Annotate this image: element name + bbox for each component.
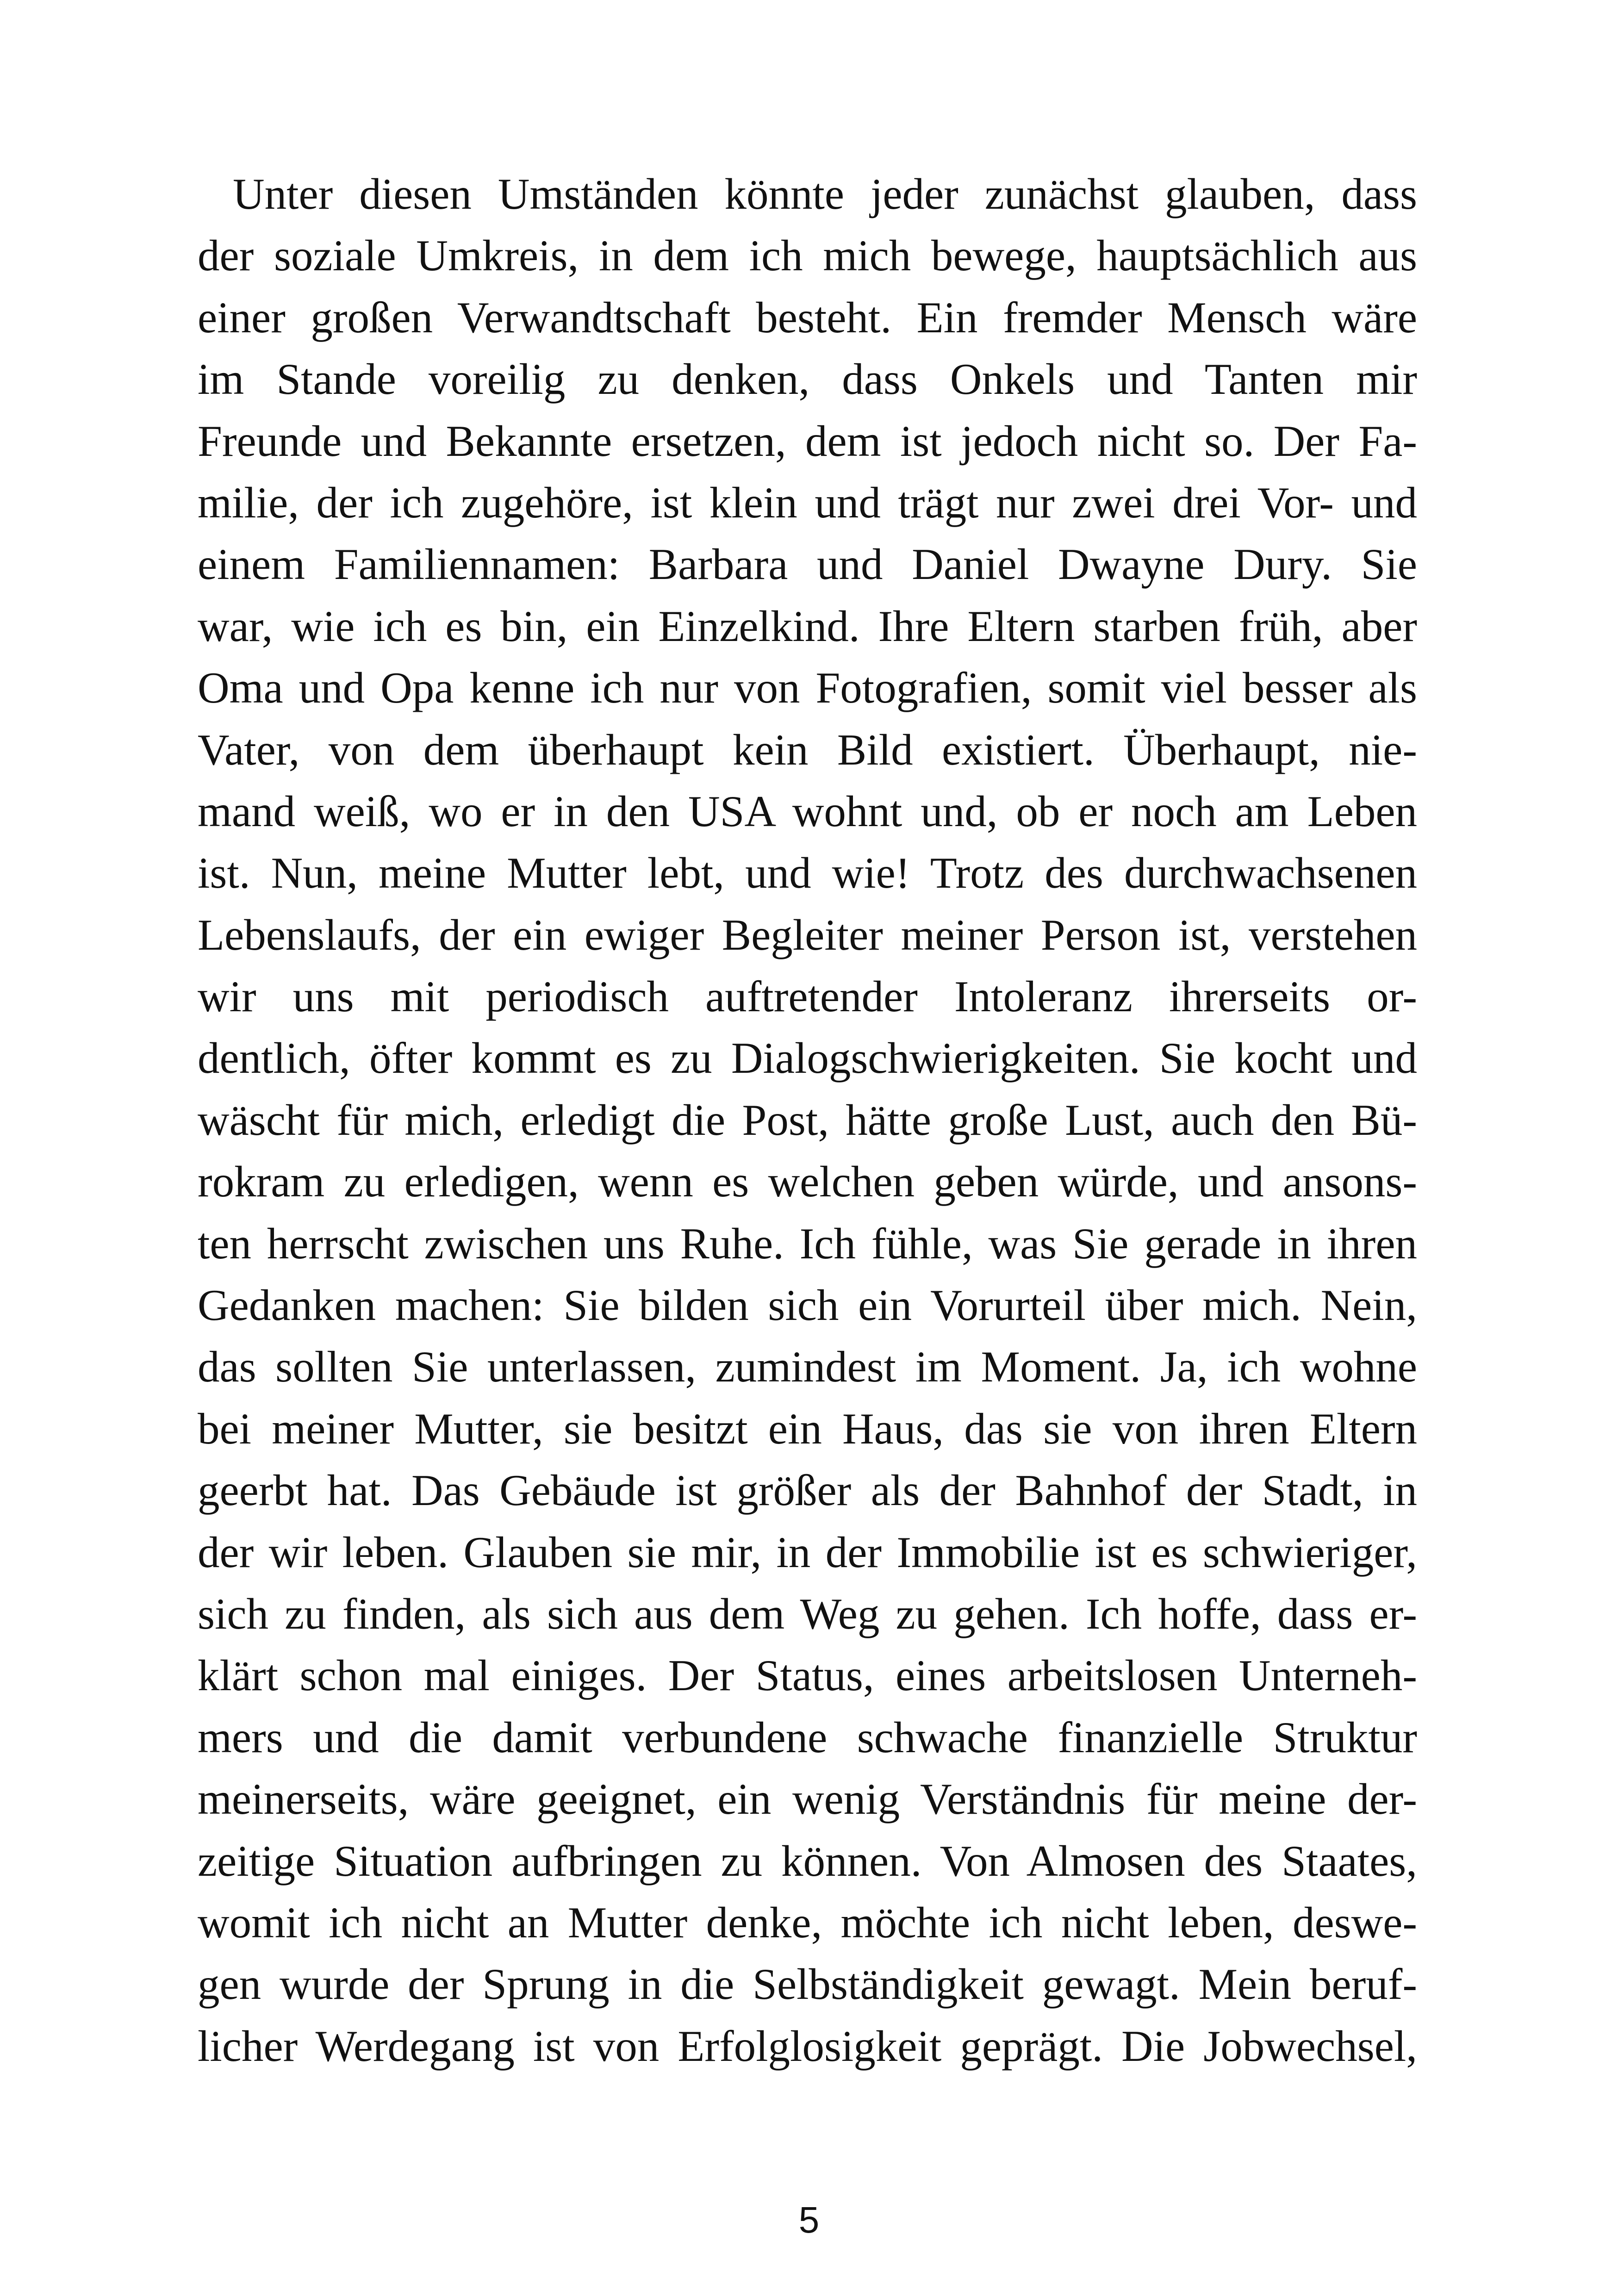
text-line: Unter diesen Umständen könnte jeder zunächst glauben, dass — [233, 169, 1417, 218]
text-line: Freunde und Bekannte ersetzen, dem ist jedoch nicht so. Der Fa- — [198, 416, 1417, 466]
text-line: das sollten Sie unterlassen, zumindest im Moment. Ja, ich wohne — [198, 1342, 1417, 1392]
text-line: womit ich nicht an Mutter denke, möchte ich nicht leben, deswe- — [198, 1898, 1417, 1947]
text-line: der soziale Umkreis, in dem ich mich bewege, hauptsächlich aus — [198, 231, 1417, 280]
text-line: wir uns mit periodisch auftretender Intoleranz ihrerseits or- — [198, 972, 1417, 1021]
text-line: gen wurde der Sprung in die Selbständigkeit gewagt. Mein beruf- — [198, 1960, 1417, 2009]
text-line: klärt schon mal einiges. Der Status, eines arbeitslosen Unterneh- — [198, 1651, 1417, 1700]
text-line: ten herrscht zwischen uns Ruhe. Ich fühle, was Sie gerade in ihren — [198, 1219, 1417, 1268]
text-line: geerbt hat. Das Gebäude ist größer als der Bahnhof der Stadt, in — [198, 1466, 1417, 1515]
text-line: ist. Nun, meine Mutter lebt, und wie! Trotz des durchwachsenen — [198, 848, 1417, 898]
text-line: einem Familiennamen: Barbara und Daniel Dwayne Dury. Sie — [198, 540, 1417, 589]
text-line: bei meiner Mutter, sie besitzt ein Haus, das sie von ihren Eltern — [198, 1404, 1417, 1453]
text-line: einer großen Verwandtschaft besteht. Ein fremder Mensch wäre — [198, 292, 1417, 342]
text-line: dentlich, öfter kommt es zu Dialogschwierigkeiten. Sie kocht und — [198, 1033, 1417, 1083]
body-paragraph — [198, 163, 1417, 2077]
text-line: Oma und Opa kenne ich nur von Fotografien, somit viel besser als — [198, 663, 1417, 713]
text-line: Vater, von dem überhaupt kein Bild existiert. Überhaupt, nie- — [198, 725, 1417, 774]
text-line: rokram zu erledigen, wenn es welchen geben würde, und ansons- — [198, 1157, 1417, 1207]
text-line: mers und die damit verbundene schwache finanzielle Struktur — [198, 1712, 1417, 1762]
text-line: Lebenslaufs, der ein ewiger Begleiter meiner Person ist, verstehen — [198, 910, 1417, 959]
text-line: zeitige Situation aufbringen zu können. Von Almosen des Staates, — [198, 1836, 1417, 1885]
text-line: milie, der ich zugehöre, ist klein und trägt nur zwei drei Vor- und — [198, 478, 1417, 527]
text-line: der wir leben. Glauben sie mir, in der Immobilie ist es schwieriger, — [198, 1527, 1417, 1577]
text-line: mand weiß, wo er in den USA wohnt und, ob er noch am Leben — [198, 786, 1417, 836]
text-line: war, wie ich es bin, ein Einzelkind. Ihre Eltern starben früh, aber — [198, 601, 1417, 651]
text-line: im Stande voreilig zu denken, dass Onkels und Tanten mir — [198, 355, 1417, 404]
text-line: sich zu finden, als sich aus dem Weg zu gehen. Ich hoffe, dass er- — [198, 1589, 1417, 1638]
text-line: Gedanken machen: Sie bilden sich ein Vorurteil über mich. Nein, — [198, 1281, 1417, 1330]
text-line: meinerseits, wäre geeignet, ein wenig Verständnis für meine der- — [198, 1774, 1417, 1824]
text-line: wäscht für mich, erledigt die Post, hätte große Lust, auch den Bü- — [198, 1095, 1417, 1145]
text-line: licher Werdegang ist von Erfolglosigkeit geprägt. Die Jobwechsel, — [198, 2021, 1417, 2071]
page-number: 5 — [798, 2199, 820, 2240]
